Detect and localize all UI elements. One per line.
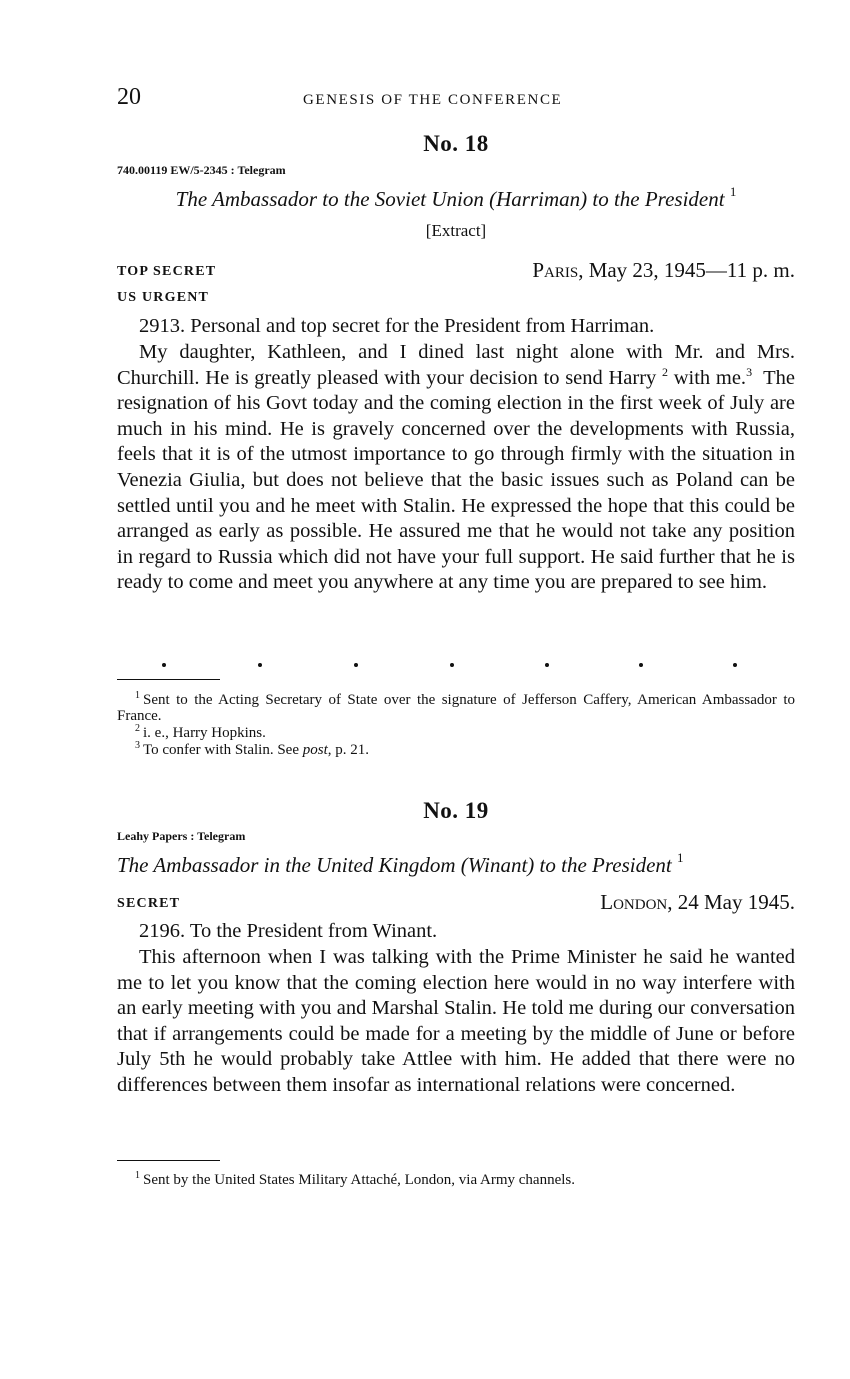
footnote-mark: 1: [135, 690, 140, 701]
footnote-mark: 1: [135, 1170, 140, 1181]
heading-text: The Ambassador to the Soviet Union (: [175, 187, 497, 211]
paragraph: This afternoon when I was talking with the Prime Minister he said he wanted me to let you know that the coming election here would in no way interfere with an early meeting with you and Marshal Stalin. He told me during our conversation that if arrangements could be made for a meeting by the middle of June or before July 5th he would probably take Attlee with him. He added that there were no differences between them insofar as international relations were concerned.: [117, 946, 795, 1096]
dateline-date: , May 23, 1945—11 p. m.: [578, 258, 795, 282]
footnote-marker: 1: [729, 184, 737, 199]
document-heading: [117, 186, 795, 212]
paragraph-text: with me.: [673, 366, 747, 389]
paragraph: 2196. To the President from Winant.: [139, 920, 438, 942]
paragraph-text: The resignation of his Govt today and the coming election in the first week of July are much in his mind. He is gravely concerned over the developments with Russia, feels that it is of the utmost importance to go through firmly with the situation in Venezia Giulia, but does not believe that the basic issues such as Poland can be settled until you and he meet with Stalin. He expressed the hope that this could be arranged as early as possible. He assured me that he would not take any position in regard to Russia which did not have your full support. He said further that he is ready to come and meet you anywhere at any time you are prepared to see him.: [117, 366, 795, 594]
document-heading: [117, 852, 795, 878]
ellipsis-dot: [733, 663, 737, 667]
footnote-emphasis: post: [302, 742, 328, 758]
classification: SECRET: [117, 896, 181, 911]
dateline-place: London: [600, 890, 668, 914]
ellipsis-dot: [450, 663, 454, 667]
file-reference: 740.00119 EW/5‑2345 : Telegram: [117, 163, 286, 177]
footnote-mark: 3: [135, 740, 140, 751]
footnote-marker: 3: [746, 364, 753, 379]
dateline: [600, 890, 795, 915]
footnote-text: Sent by the United States Military Attaché, London, via Army channels.: [143, 1172, 576, 1188]
footnote: [117, 742, 795, 758]
ellipsis-dot: [354, 663, 358, 667]
heading-text: The Ambassador in the United Kingdom (: [117, 853, 468, 877]
dateline-place: Paris: [532, 258, 579, 282]
running-head: [117, 84, 795, 114]
running-title: GENESIS OF THE CONFERENCE: [303, 92, 563, 108]
ellipsis-dot: [162, 663, 166, 667]
paragraph-text: My daughter, Kathleen, and I dined last night alone with Mr. and Mrs. Churchill. He is greatly pleased with your decision to send Harry: [117, 341, 795, 389]
heading-name: Winant: [467, 853, 528, 877]
dateline: [532, 258, 795, 283]
footnote-text-end: , p. 21.: [327, 742, 370, 758]
paragraph: [117, 340, 795, 596]
page-number: 20: [117, 84, 141, 110]
footnote-text: Sent to the Acting Secretary of State over the signature of Jefferson Caffery, American Ambassador to France.: [117, 692, 795, 724]
footnote: [117, 1172, 795, 1188]
heading-text-end: ) to the President: [527, 853, 672, 877]
footnote-mark: 2: [135, 723, 140, 734]
ellipsis-dot: [545, 663, 549, 667]
footnote-marker: 2: [662, 364, 669, 379]
footnote-marker: 1: [676, 850, 684, 865]
footnote: [117, 725, 795, 741]
heading-name: Harriman: [496, 187, 581, 211]
document-number: No. 19: [423, 798, 489, 823]
document-number: No. 18: [423, 131, 489, 156]
footnote-rule: [117, 1160, 220, 1161]
footnote-rule: [117, 679, 220, 680]
dateline-date: , 24 May 1945.: [667, 890, 795, 914]
footnote: [117, 692, 795, 724]
heading-text-end: ) to the President: [580, 187, 725, 211]
ellipsis-row: [117, 663, 795, 675]
classification: US URGENT: [117, 290, 210, 305]
file-reference: Leahy Papers : Telegram: [117, 829, 246, 843]
footnote-text: i. e., Harry Hopkins.: [143, 725, 266, 741]
ellipsis-dot: [639, 663, 643, 667]
classification: TOP SECRET: [117, 264, 217, 279]
ellipsis-dot: [258, 663, 262, 667]
extract-label: [Extract]: [425, 221, 487, 240]
footnote-text: To confer with Stalin. See: [143, 742, 303, 758]
paragraph: 2913. Personal and top secret for the President from Harriman.: [139, 315, 655, 337]
